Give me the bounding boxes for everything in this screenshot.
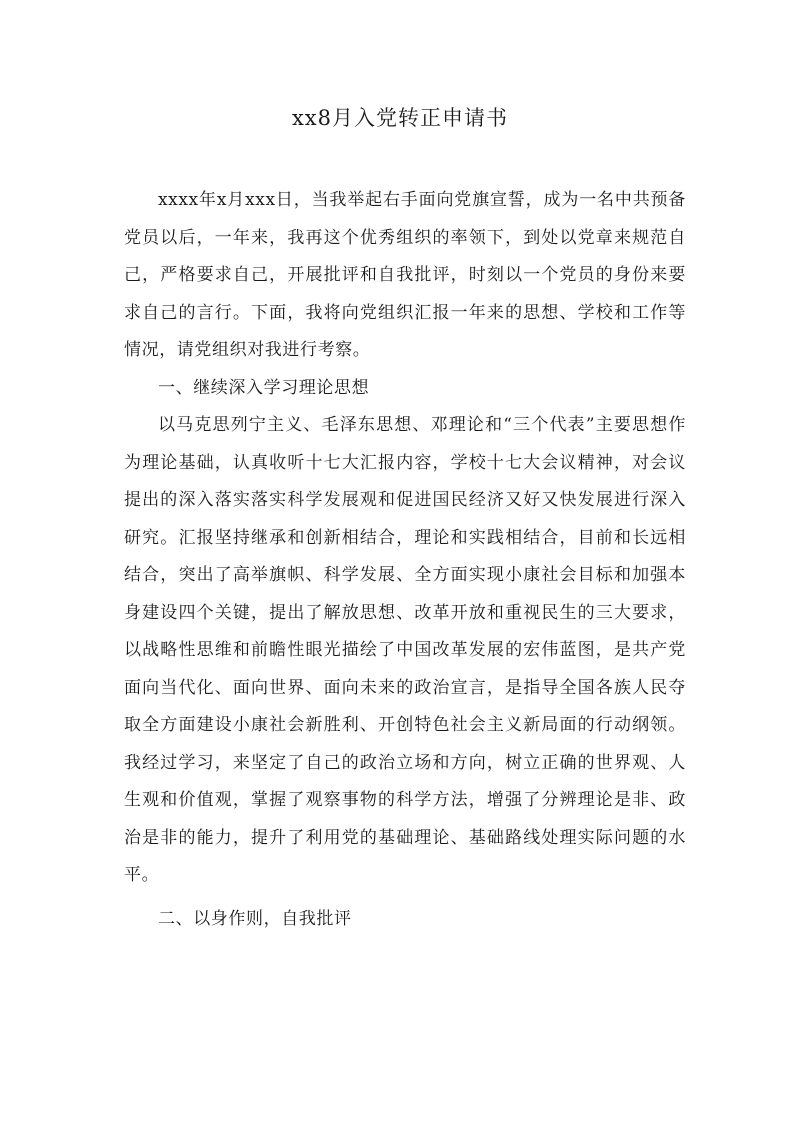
intro-paragraph: xxxx年x月xxx日，当我举起右手面向党旗宣誓，成为一名中共预备党员以后，一年来，我再这个优秀组织的率领下，到处以党章来规范自己，严格要求自己，开展批评和自我批评，时刻以一个党员的身份来要求自己的言行。下面，我将向党组织汇报一年来的思想、学校和工作等情况，请党组织对我进行考察。 [124, 190, 686, 360]
document-body [124, 182, 686, 938]
section-heading-1: 一、继续深入学习理论思想 [158, 377, 370, 398]
section-heading-2: 二、以身作则，自我批评 [158, 908, 352, 929]
document-title: xx8月入党转正申请书 [291, 106, 509, 130]
section-1-paragraph: 以马克思列宁主义、毛泽东思想、邓理论和“三个代表”主要思想作为理论基础，认真收听十七大汇报内容，学校十七大会议精神，对会议提出的深入落实落实科学发展观和促进国民经济又好又快发展进行深入研究。汇报坚持继承和创新相结合，理论和实践相结合，目前和长远相结合，突出了高举旗帜、科学发展、全方面实现小康社会目标和加强本身建设四个关键，提出了解放思想、改革开放和重视民生的三大要求，以战略性思维和前瞻性眼光描绘了中国改革发展的宏伟蓝图，是共产党面向当代化、面向世界、面向未来的政治宣言，是指导全国各族人民夺取全方面建设小康社会新胜利、开创特色社会主义新局面的行动纲领。我经过学习，来坚定了自己的政治立场和方向，树立正确的世界观、人生观和价值观，掌握了观察事物的科学方法，增强了分辨理论是非、政治是非的能力，提升了利用党的基础理论、基础路线处理实际问题的水平。 [124, 415, 686, 885]
